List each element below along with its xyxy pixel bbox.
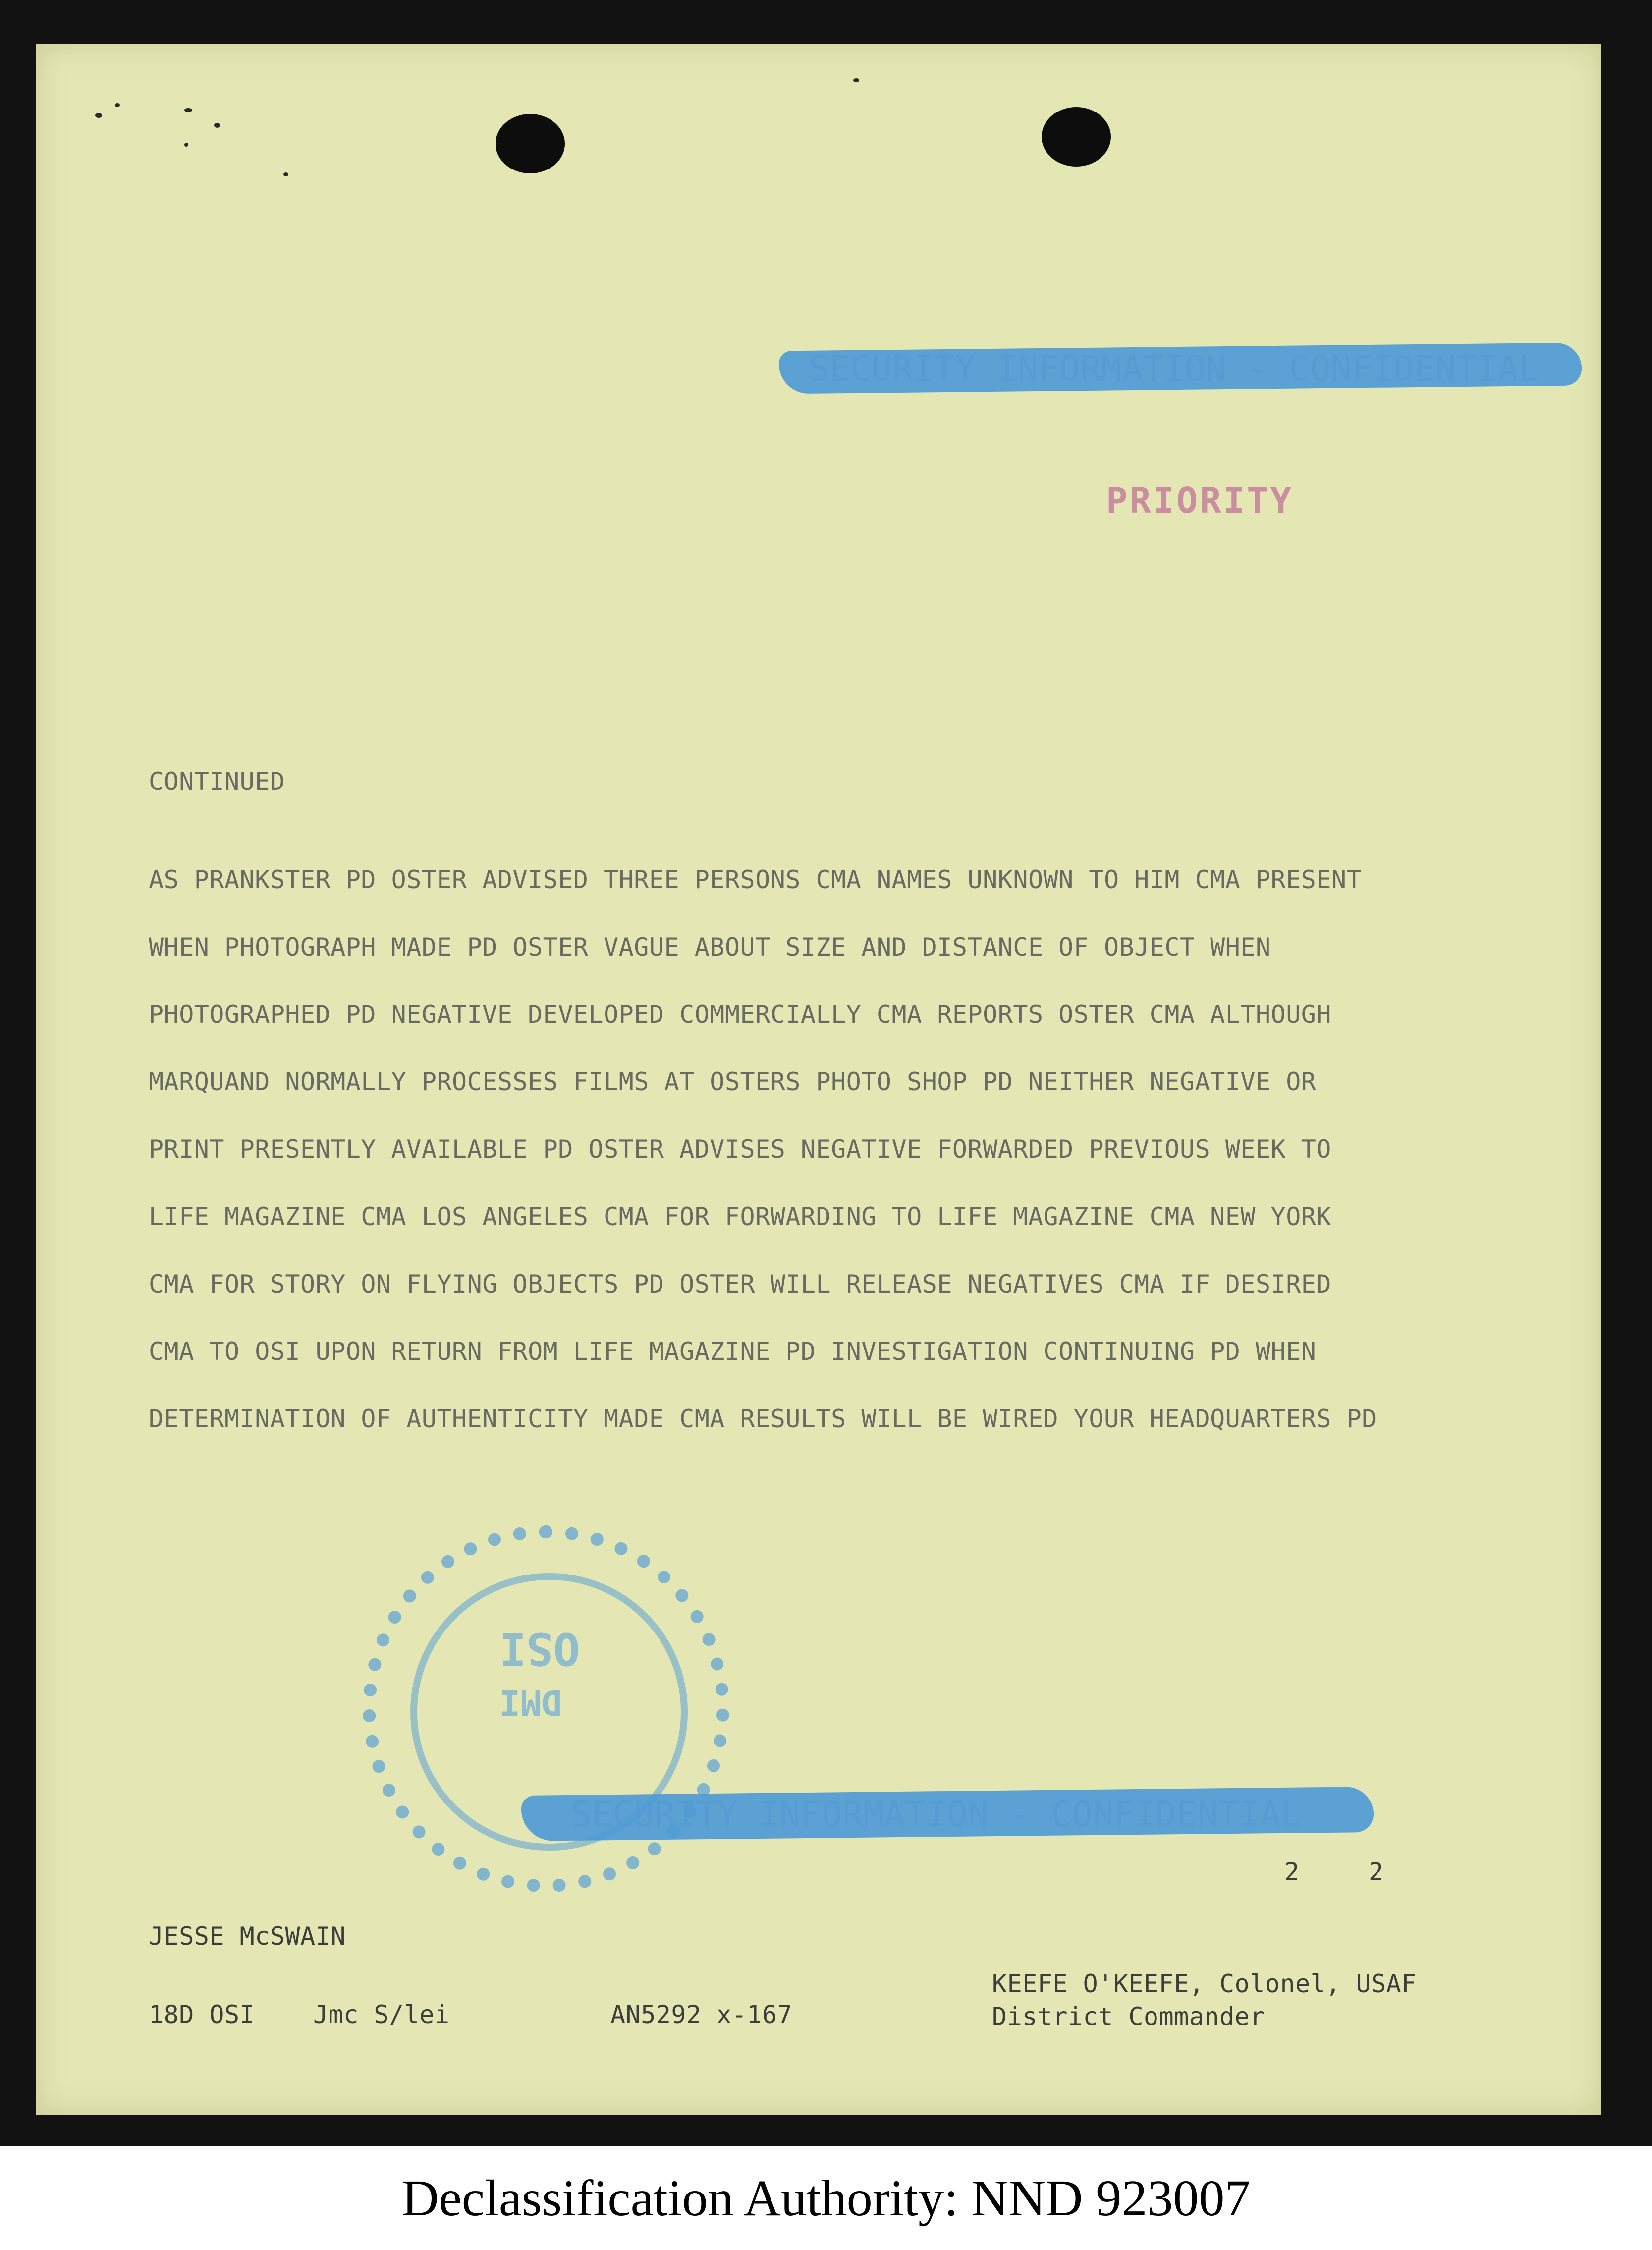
dust-mark <box>184 108 192 112</box>
continued-label: CONTINUED <box>149 767 285 796</box>
signer-name-rank: KEEFE O'KEEFE, Colonel, USAF <box>992 1969 1417 1998</box>
priority-stamp: PRIORITY <box>1106 480 1294 521</box>
originator-name: JESSE McSWAIN <box>149 1922 346 1951</box>
message-line: CMA TO OSI UPON RETURN FROM LIFE MAGAZINE PD INVESTIGATION CONTINUING PD WHEN <box>149 1337 1317 1366</box>
stamp-sub-text: DMI <box>499 1682 562 1723</box>
page-number-total: 2 <box>1369 1857 1384 1886</box>
message-line: PRINT PRESENTLY AVAILABLE PD OSTER ADVISES NEGATIVE FORWARDED PREVIOUS WEEK TO <box>149 1135 1331 1164</box>
redaction-bar-top <box>779 343 1582 394</box>
dust-mark <box>184 143 188 147</box>
message-line: LIFE MAGAZINE CMA LOS ANGELES CMA FOR FORWARDING TO LIFE MAGAZINE CMA NEW YORK <box>149 1202 1331 1231</box>
signer-title: District Commander <box>992 2002 1265 2031</box>
dust-mark <box>214 123 220 128</box>
dust-mark <box>853 78 859 82</box>
document-page <box>36 44 1601 2115</box>
declassification-caption-text: Declassification Authority: NND 923007 <box>401 2169 1251 2227</box>
message-line: DETERMINATION OF AUTHENTICITY MADE CMA RESULTS WILL BE WIRED YOUR HEADQUARTERS PD <box>149 1405 1377 1433</box>
punch-hole-left <box>496 114 565 173</box>
redaction-bar-bottom <box>521 1787 1374 1841</box>
message-line: CMA FOR STORY ON FLYING OBJECTS PD OSTER WILL RELEASE NEGATIVES CMA IF DESIRED <box>149 1270 1331 1298</box>
reference-number: AN5292 x-167 <box>610 2000 793 2029</box>
dust-mark <box>95 113 102 118</box>
punch-hole-right <box>1042 107 1111 167</box>
office-code: 18D OSI <box>149 2000 255 2029</box>
message-line: WHEN PHOTOGRAPH MADE PD OSTER VAGUE ABOUT SIZE AND DISTANCE OF OBJECT WHEN <box>149 933 1271 961</box>
dust-mark <box>283 172 288 176</box>
message-line: PHOTOGRAPHED PD NEGATIVE DEVELOPED COMMERCIALLY CMA REPORTS OSTER CMA ALTHOUGH <box>149 1000 1331 1029</box>
message-line: AS PRANKSTER PD OSTER ADVISED THREE PERSONS CMA NAMES UNKNOWN TO HIM CMA PRESENT <box>149 865 1362 894</box>
dust-mark <box>115 103 120 107</box>
stamp-office-text: OSI <box>499 1623 580 1675</box>
page-number: 2 <box>1284 1857 1300 1886</box>
message-line: MARQUAND NORMALLY PROCESSES FILMS AT OSTERS PHOTO SHOP PD NEITHER NEGATIVE OR <box>149 1068 1317 1096</box>
declassification-caption <box>0 2146 1652 2250</box>
typist-initials: Jmc S/lei <box>313 2000 450 2029</box>
